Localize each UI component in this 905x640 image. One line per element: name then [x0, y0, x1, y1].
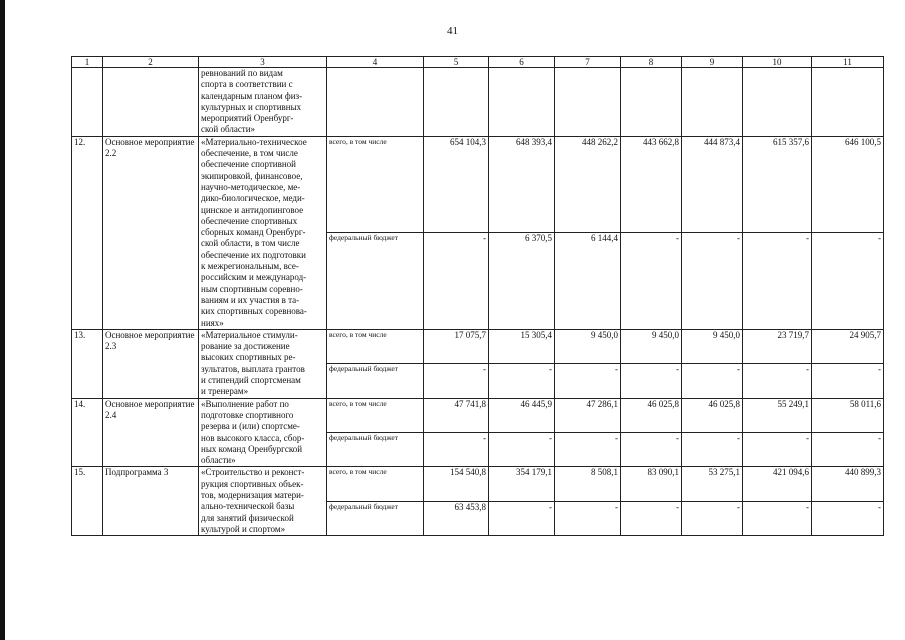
total-value-cell: 58 011,6	[812, 398, 884, 432]
description-cell: «Материальное стимули- рование за достижение высоких спортивных ре- зультатов, выплата грантов и стипендий спортсменам и тренерам»	[199, 329, 327, 398]
federal-value-cell: -	[682, 433, 743, 467]
federal-value-cell: 6 370,5	[489, 233, 555, 330]
total-value-cell: 46 025,8	[682, 398, 743, 432]
total-value-cell: 444 873,4	[682, 136, 743, 233]
total-value-cell: 17 075,7	[424, 329, 489, 363]
value-cell	[812, 68, 884, 137]
total-value-cell: 648 393,4	[489, 136, 555, 233]
total-value-cell: 23 719,7	[743, 329, 812, 363]
total-value-cell: 47 286,1	[555, 398, 621, 432]
row-name-cell	[103, 68, 199, 137]
source-total-label: всего, в том числе	[327, 329, 424, 363]
total-value-cell: 440 899,3	[812, 467, 884, 501]
total-value-cell: 615 357,6	[743, 136, 812, 233]
total-value-cell: 46 025,8	[621, 398, 682, 432]
column-header: 2	[103, 57, 199, 68]
federal-value-cell: 63 453,8	[424, 501, 489, 535]
value-cell	[621, 68, 682, 137]
column-header: 4	[327, 57, 424, 68]
program-row	[72, 329, 884, 363]
value-cell	[682, 68, 743, 137]
total-value-cell: 9 450,0	[682, 329, 743, 363]
description-cell: «Строительство и реконст- рукция спортивных объек- тов, модернизация матери- ально-технической базы для занятий физической культурой и спортом»	[199, 467, 327, 536]
federal-value-cell: -	[489, 501, 555, 535]
total-value-cell: 421 094,6	[743, 467, 812, 501]
federal-value-cell: -	[812, 233, 884, 330]
federal-value-cell: -	[424, 364, 489, 398]
federal-value-cell: -	[743, 364, 812, 398]
source-total-label: всего, в том числе	[327, 467, 424, 501]
federal-value-cell: -	[555, 501, 621, 535]
source-federal-label: федеральный бюджет	[327, 501, 424, 535]
federal-value-cell: -	[812, 364, 884, 398]
description-cell: «Материально-техническое обеспечение, в том числе обеспечение спортивной экипировкой, финансовое, научно-методическое, ме- дико-биологическое, меди- цинское и антидопинговое обеспечение спортивных сборных команд Оренбург- ской области, в том числе обеспечение их подготовки к межрегиональным, все- российским и международ- ным спортивным соревно- ваниям и их участия в та- ких спортивных соревнова- ниях»	[199, 136, 327, 329]
federal-value-cell: -	[743, 233, 812, 330]
column-header: 10	[743, 57, 812, 68]
source-federal-label: федеральный бюджет	[327, 233, 424, 330]
row-number-cell: 14.	[72, 398, 103, 467]
budget-table	[71, 56, 884, 536]
column-number-row	[72, 57, 884, 68]
total-value-cell: 354 179,1	[489, 467, 555, 501]
source-total-label: всего, в том числе	[327, 398, 424, 432]
table-header	[72, 57, 884, 68]
total-value-cell: 443 662,8	[621, 136, 682, 233]
row-number-cell	[72, 68, 103, 137]
total-value-cell: 448 262,2	[555, 136, 621, 233]
value-cell	[424, 68, 489, 137]
value-cell	[743, 68, 812, 137]
row-name-cell: Подпрограмма 3	[103, 467, 199, 536]
total-value-cell: 53 275,1	[682, 467, 743, 501]
total-value-cell: 55 249,1	[743, 398, 812, 432]
total-value-cell: 654 104,3	[424, 136, 489, 233]
column-header: 5	[424, 57, 489, 68]
page-number: 41	[447, 25, 458, 37]
total-value-cell: 47 741,8	[424, 398, 489, 432]
federal-value-cell: -	[489, 433, 555, 467]
row-name-cell: Основное мероприятие 2.4	[103, 398, 199, 467]
row-number-cell: 12.	[72, 136, 103, 329]
column-header: 8	[621, 57, 682, 68]
federal-value-cell: -	[555, 433, 621, 467]
column-header: 1	[72, 57, 103, 68]
column-header: 6	[489, 57, 555, 68]
total-value-cell: 9 450,0	[621, 329, 682, 363]
program-row	[72, 398, 884, 432]
total-value-cell: 46 445,9	[489, 398, 555, 432]
source-federal-label: федеральный бюджет	[327, 364, 424, 398]
table-body	[72, 68, 884, 536]
scan-left-edge	[0, 0, 5, 640]
row-number-cell: 15.	[72, 467, 103, 536]
value-cell	[555, 68, 621, 137]
column-header: 11	[812, 57, 884, 68]
total-value-cell: 646 100,5	[812, 136, 884, 233]
row-number-cell: 13.	[72, 329, 103, 398]
row-name-cell: Основное мероприятие 2.3	[103, 329, 199, 398]
federal-value-cell: -	[743, 433, 812, 467]
total-value-cell: 15 305,4	[489, 329, 555, 363]
federal-value-cell: 6 144,4	[555, 233, 621, 330]
federal-value-cell: -	[621, 233, 682, 330]
total-value-cell: 24 905,7	[812, 329, 884, 363]
federal-value-cell: -	[621, 433, 682, 467]
federal-value-cell: -	[424, 433, 489, 467]
value-cell	[489, 68, 555, 137]
total-value-cell: 9 450,0	[555, 329, 621, 363]
federal-value-cell: -	[424, 233, 489, 330]
source-federal-label: федеральный бюджет	[327, 433, 424, 467]
continuation-row	[72, 68, 884, 137]
federal-value-cell: -	[812, 501, 884, 535]
description-cell: ревнований по видам спорта в соответствии с календарным планом физ- культурных и спортивных мероприятий Оренбург- ской области»	[199, 68, 327, 137]
federal-value-cell: -	[812, 433, 884, 467]
federal-value-cell: -	[682, 501, 743, 535]
source-total-label: всего, в том числе	[327, 136, 424, 233]
total-value-cell: 83 090,1	[621, 467, 682, 501]
program-row	[72, 136, 884, 233]
column-header: 3	[199, 57, 327, 68]
total-value-cell: 154 540,8	[424, 467, 489, 501]
federal-value-cell: -	[682, 233, 743, 330]
federal-value-cell: -	[621, 501, 682, 535]
federal-value-cell: -	[682, 364, 743, 398]
column-header: 9	[682, 57, 743, 68]
column-header: 7	[555, 57, 621, 68]
federal-value-cell: -	[743, 501, 812, 535]
source-cell	[327, 68, 424, 137]
federal-value-cell: -	[489, 364, 555, 398]
total-value-cell: 8 508,1	[555, 467, 621, 501]
row-name-cell: Основное мероприятие 2.2	[103, 136, 199, 329]
federal-value-cell: -	[555, 364, 621, 398]
federal-value-cell: -	[621, 364, 682, 398]
description-cell: «Выполнение работ по подготовке спортивного резерва и (или) спортсме- нов высокого класса, сбор- ных команд Оренбургской области»	[199, 398, 327, 467]
program-row	[72, 467, 884, 501]
